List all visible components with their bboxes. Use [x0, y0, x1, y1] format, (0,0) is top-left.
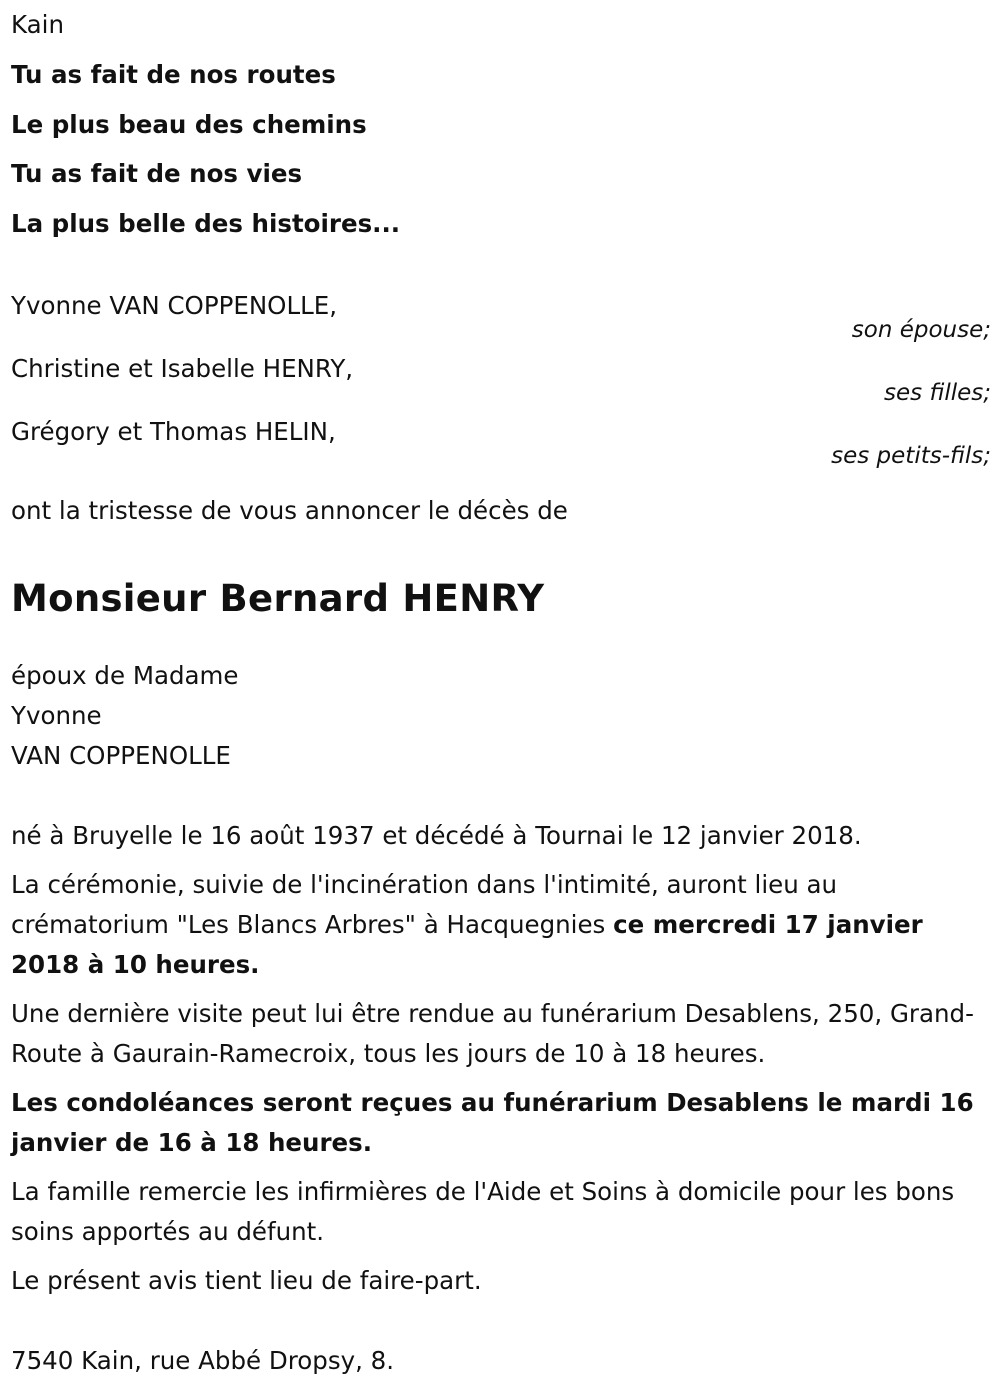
family-member	[11, 412, 991, 475]
poem-line-2: Le plus beau des chemins	[11, 109, 367, 139]
family-member-role: son épouse;	[851, 317, 991, 343]
opening-poem	[11, 5, 991, 248]
notice-paragraph: Le présent avis tient lieu de faire-part.	[11, 1266, 482, 1295]
announcement-text: ont la tristesse de vous annoncer le décès de	[11, 496, 568, 525]
deceased-name: Monsieur Bernard HENRY	[11, 577, 545, 620]
poem-line-1: Tu as fait de nos routes	[11, 60, 336, 89]
obituary-notice	[11, 5, 991, 1381]
family-member-role: ses petits-fils;	[831, 443, 991, 469]
visit-paragraph: Une dernière visite peut lui être rendue au funérarium Desablens, 250, Grand-Route à Gaurain-Ramecroix, tous les jours de 10 à 18 heures.	[11, 999, 974, 1068]
family-member-name: Christine et Isabelle HENRY,	[11, 354, 354, 383]
ceremony-date: ce mercredi 17 janvier 2018 à 10 heures.	[11, 910, 923, 979]
family-member-name: Yvonne VAN COPPENOLLE,	[11, 291, 338, 320]
spouse-line-3: VAN COPPENOLLE	[11, 741, 231, 770]
thanks-paragraph: La famille remercie les infirmières de l'Aide et Soins à domicile pour les bons soins apportés au défunt.	[11, 1177, 955, 1246]
family-list	[11, 286, 991, 475]
birth-death-paragraph: né à Bruyelle le 16 août 1937 et décédé à Tournai le 12 janvier 2018.	[11, 821, 862, 850]
poem-line-3: Tu as fait de nos vies	[11, 159, 303, 188]
spouse-line-2: Yvonne	[11, 701, 102, 730]
family-member-role: ses filles;	[884, 380, 991, 406]
spouse-line-1: époux de Madame	[11, 661, 239, 690]
poem-line-4: La plus belle des histoires...	[11, 208, 401, 238]
spouse-info	[11, 656, 991, 776]
family-address: 7540 Kain, rue Abbé Dropsy, 8.	[11, 1346, 395, 1375]
condolences-paragraph: Les condoléances seront reçues au funérarium Desablens le mardi 16 janvier de 16 à 18 heures.	[11, 1088, 974, 1157]
family-member	[11, 286, 991, 349]
family-member	[11, 349, 991, 412]
family-member-name: Grégory et Thomas HELIN,	[11, 417, 336, 446]
ceremony-text: La cérémonie, suivie de l'incinération dans l'intimité, auront lieu au crématorium "Les Blancs Arbres" à Hacquegnies	[11, 870, 838, 939]
ceremony-paragraph	[11, 865, 991, 985]
place-name: Kain	[11, 10, 64, 39]
